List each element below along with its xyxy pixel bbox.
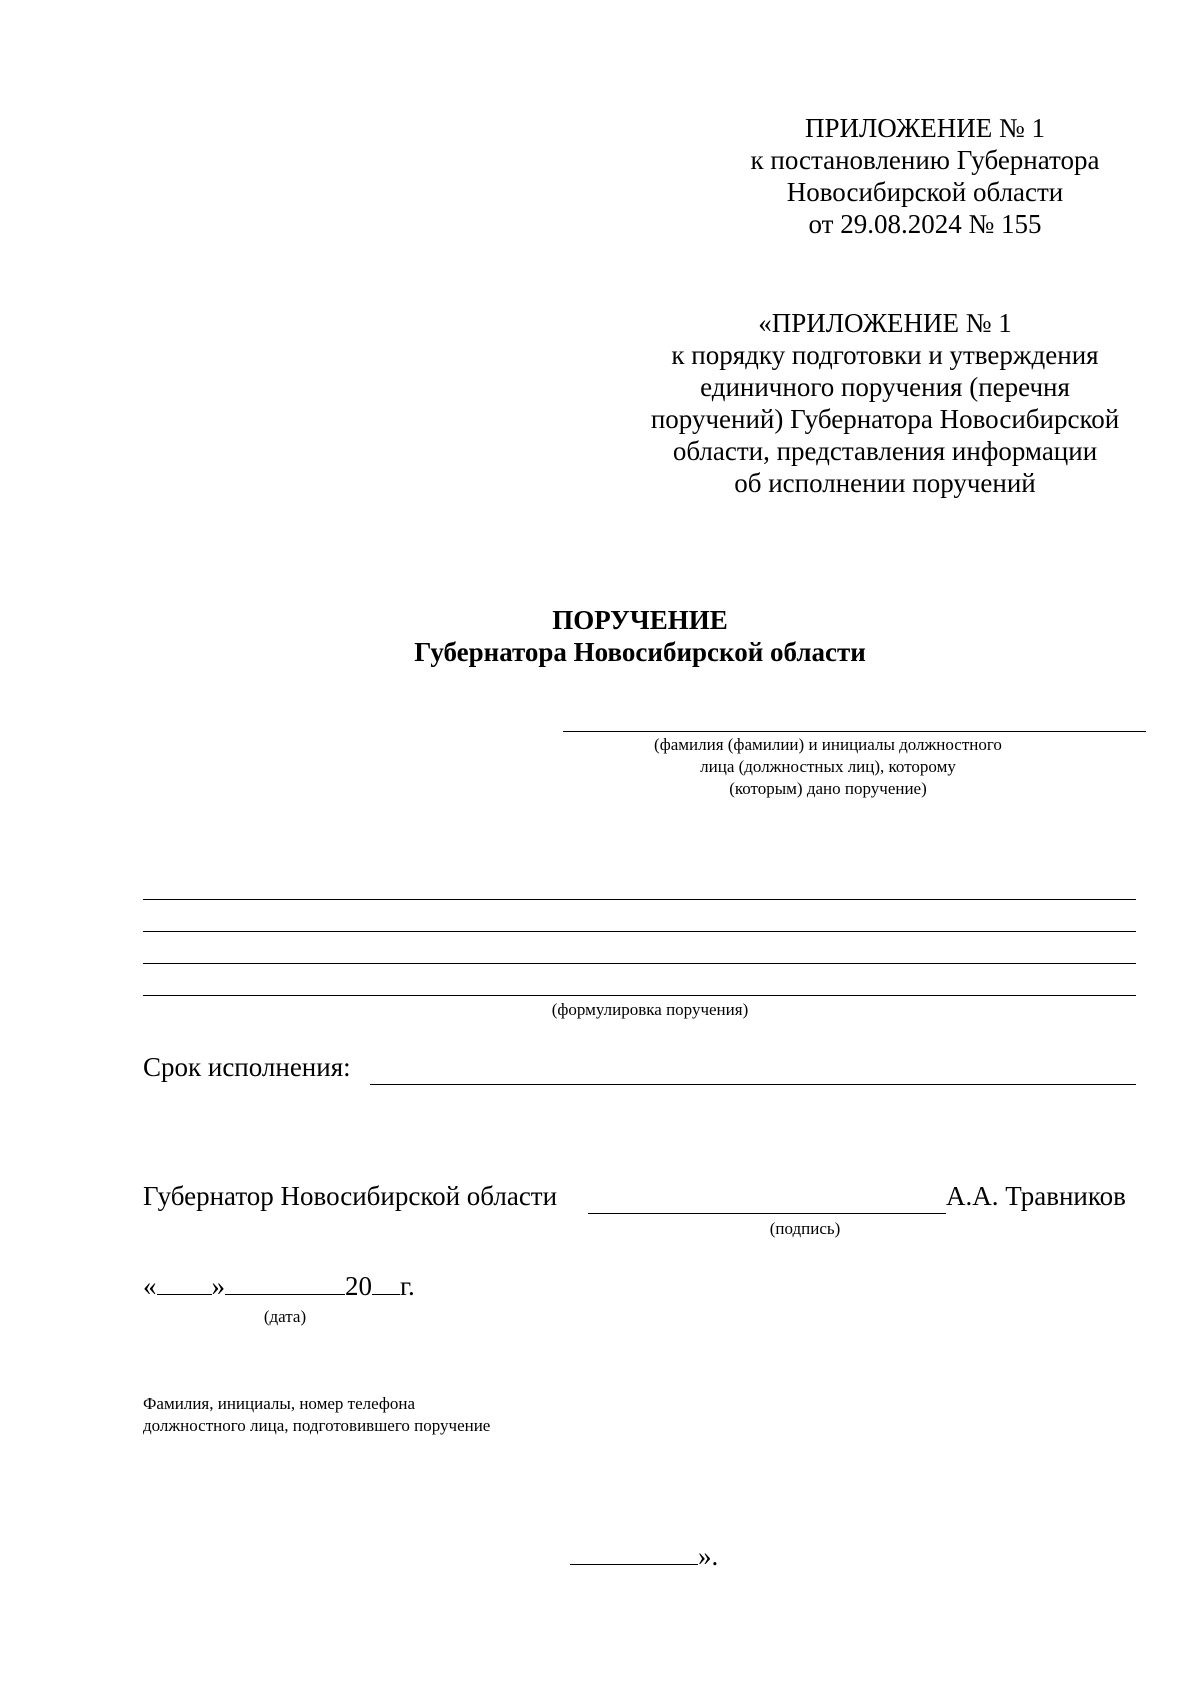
appendix-original-line-6: об исполнении поручений: [734, 468, 1036, 498]
title-line-2: Губернатора Новосибирской области: [414, 637, 866, 667]
appendix-current-line-4: от 29.08.2024 № 155: [808, 209, 1042, 239]
preparer-info: [143, 1393, 490, 1437]
formulation-caption: (формулировка поручения): [551, 1000, 749, 1019]
signature-caption: (подпись): [769, 1219, 841, 1238]
appendix-original-line-3: единичного поручения (перечня: [700, 372, 1070, 402]
title-line-1: ПОРУЧЕНИЕ: [552, 605, 728, 635]
appendix-original-line-4: поручений) Губернатора Новосибирской: [650, 404, 1120, 434]
date-year-suffix: г.: [400, 1271, 415, 1301]
addressee-underline: [563, 731, 1146, 732]
date-year-prefix: 20: [345, 1271, 372, 1301]
addressee-caption-line-3: (которым) дано поручение): [729, 779, 927, 798]
date-open-quote: «: [143, 1271, 157, 1301]
formulation-line-2: [143, 931, 1136, 932]
date-line: [143, 1270, 415, 1302]
formulation-line-3: [143, 963, 1136, 964]
signature-underline: [588, 1213, 946, 1214]
signer-position: Губернатор Новосибирской области: [143, 1181, 558, 1211]
appendix-current-block: [700, 112, 1150, 240]
addressee-caption: [563, 734, 1093, 800]
formulation-line-4: [143, 995, 1136, 996]
deadline-label: Срок исполнения:: [143, 1052, 351, 1082]
appendix-original-line-1: «ПРИЛОЖЕНИЕ № 1: [758, 308, 1012, 338]
appendix-current-line-2: к постановлению Губернатора: [750, 145, 1100, 175]
addressee-caption-line-2: лица (должностных лиц), которому: [700, 757, 956, 776]
date-month-blank: [225, 1270, 345, 1295]
preparer-line-2: должностного лица, подготовившего поручение: [143, 1416, 491, 1435]
date-year-blank: [372, 1270, 400, 1295]
signer-name: А.А. Травников: [946, 1181, 1126, 1211]
addressee-caption-line-1: (фамилия (фамилии) и инициалы должностного: [654, 735, 1002, 754]
closing-line: [570, 1540, 718, 1572]
appendix-original-line-2: к порядку подготовки и утверждения: [671, 340, 1099, 370]
closing-mark: ».: [698, 1541, 719, 1571]
document-title: [340, 604, 940, 668]
appendix-original-block: [620, 307, 1150, 499]
date-caption: (дата): [263, 1307, 307, 1326]
preparer-line-1: Фамилия, инициалы, номер телефона: [143, 1394, 416, 1413]
deadline-underline: [370, 1084, 1136, 1085]
date-close-quote: »: [211, 1271, 225, 1301]
formulation-line-1: [143, 899, 1136, 900]
appendix-original-line-5: области, представления информации: [672, 436, 1098, 466]
closing-underline: [570, 1540, 698, 1565]
date-day-blank: [157, 1270, 212, 1295]
appendix-current-line-3: Новосибирской области: [786, 177, 1064, 207]
appendix-current-line-1: ПРИЛОЖЕНИЕ № 1: [804, 113, 1046, 143]
